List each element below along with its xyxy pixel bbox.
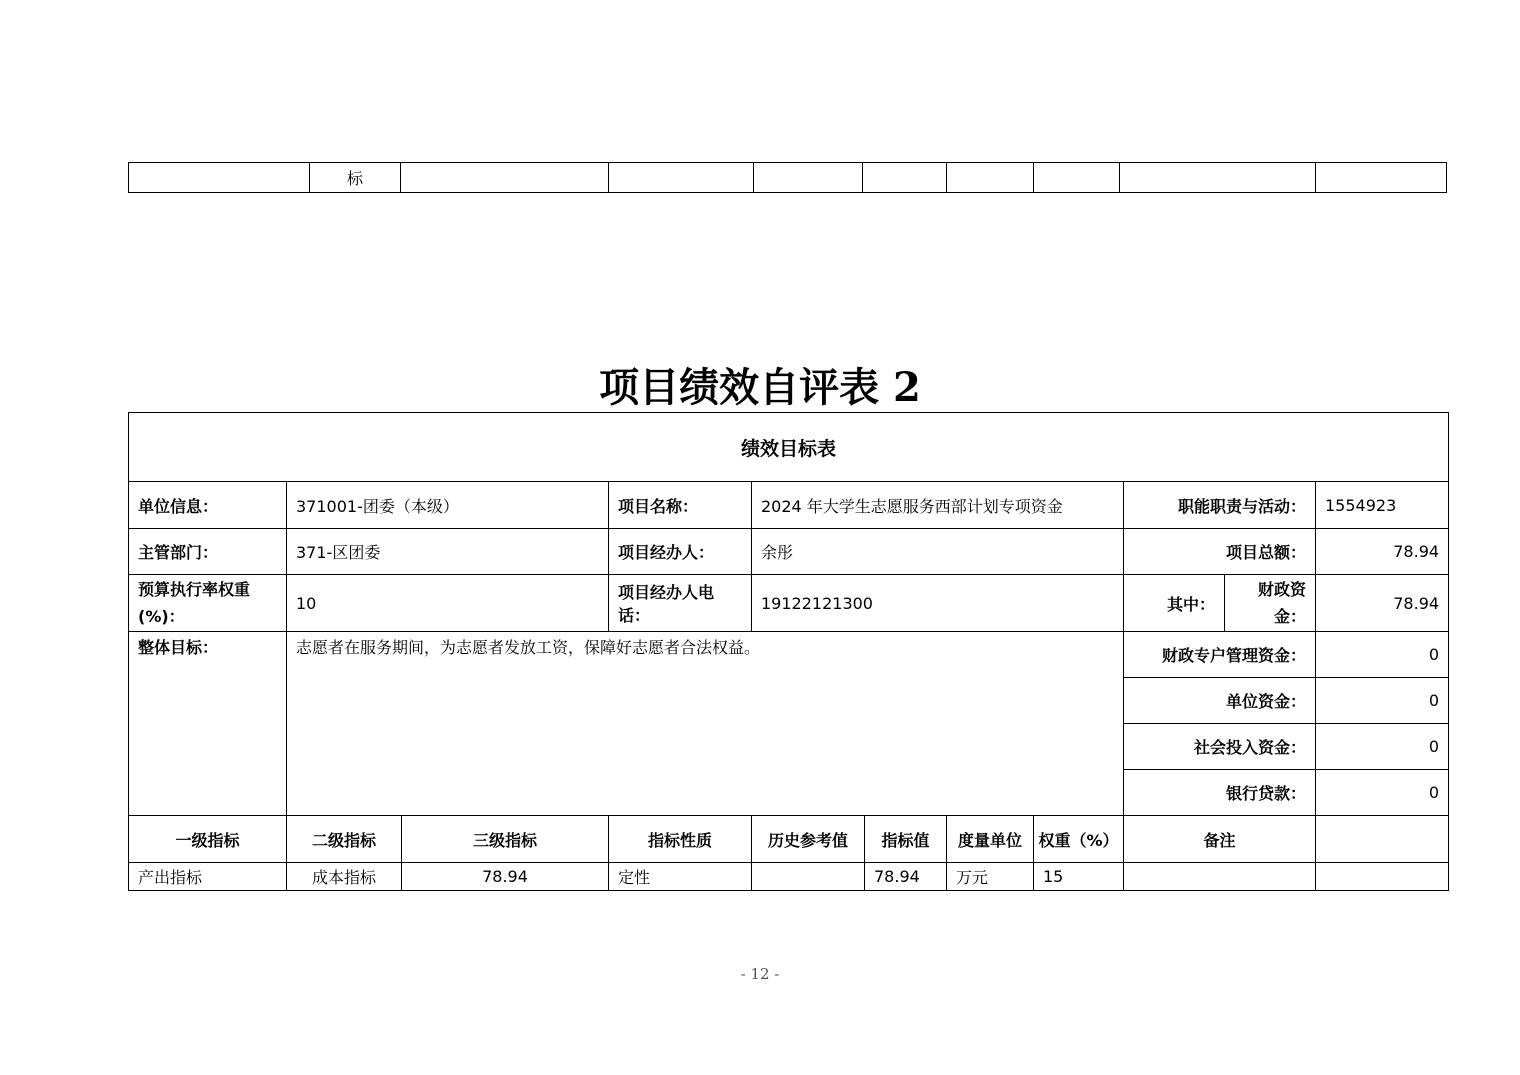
manager-label: 项目经办人： (609, 529, 752, 575)
column-header: 度量单位 (947, 816, 1034, 863)
column-header: 指标性质 (609, 816, 752, 863)
total-label: 项目总额： (1124, 529, 1316, 575)
table-header: 绩效目标表 (129, 413, 1449, 482)
fragment-row (129, 163, 1447, 193)
cell: 成本指标 (287, 863, 402, 891)
cell: 78.94 (865, 863, 947, 891)
total-value: 78.94 (1316, 529, 1449, 575)
project-name-value: 2024 年大学生志愿服务西部计划专项资金 (752, 482, 1124, 529)
column-header: 权重（%） (1034, 816, 1124, 863)
column-header: 一级指标 (129, 816, 287, 863)
social-label: 社会投入资金： (1124, 724, 1316, 770)
budget-weight-value: 10 (287, 575, 609, 632)
cell: 产出指标 (129, 863, 287, 891)
loan-label: 银行贷款： (1124, 770, 1316, 816)
among-label: 其中： (1124, 575, 1225, 632)
cell (1316, 163, 1447, 193)
column-header: 二级指标 (287, 816, 402, 863)
cell (1316, 816, 1449, 863)
cell (1316, 863, 1449, 891)
special-label: 财政专户管理资金： (1124, 632, 1316, 678)
duty-value: 1554923 (1316, 482, 1449, 529)
duty-label: 职能职责与活动： (1124, 482, 1316, 529)
goal-value: 志愿者在服务期间，为志愿者发放工资，保障好志愿者合法权益。 (287, 632, 1124, 816)
manager-value: 余彤 (752, 529, 1124, 575)
unit-fund-value: 0 (1316, 678, 1449, 724)
cell: 万元 (947, 863, 1034, 891)
unit-value: 371001-团委（本级） (287, 482, 609, 529)
column-header-row (129, 816, 1449, 863)
fiscal-value: 78.94 (1316, 575, 1449, 632)
project-name-label: 项目名称： (609, 482, 752, 529)
special-value: 0 (1316, 632, 1449, 678)
unit-fund-label: 单位资金： (1124, 678, 1316, 724)
cell: 定性 (609, 863, 752, 891)
cell: 15 (1034, 863, 1124, 891)
goal-label: 整体目标： (129, 632, 287, 816)
cell (1120, 163, 1316, 193)
budget-weight-label: 预算执行率权重(%)： (129, 575, 287, 632)
performance-table (128, 412, 1449, 891)
social-value: 0 (1316, 724, 1449, 770)
fragment-table (128, 162, 1447, 193)
column-header: 历史参考值 (752, 816, 865, 863)
phone-label: 项目经办人电话： (609, 575, 752, 632)
cell (752, 863, 865, 891)
dept-label: 主管部门： (129, 529, 287, 575)
phone-value: 19122121300 (752, 575, 1124, 632)
column-header: 指标值 (865, 816, 947, 863)
column-header: 备注 (1124, 816, 1316, 863)
unit-label: 单位信息： (129, 482, 287, 529)
cell (1124, 863, 1316, 891)
dept-value: 371-区团委 (287, 529, 609, 575)
cell (947, 163, 1034, 193)
cell (609, 163, 754, 193)
cell (129, 163, 310, 193)
cell: 标 (310, 163, 401, 193)
page-number: - 12 - (740, 965, 780, 983)
table-row (129, 863, 1449, 891)
cell (1034, 163, 1120, 193)
cell (863, 163, 947, 193)
column-header: 三级指标 (402, 816, 609, 863)
loan-value: 0 (1316, 770, 1449, 816)
fiscal-label: 财政资金： (1225, 575, 1316, 632)
cell (401, 163, 609, 193)
cell: 78.94 (402, 863, 609, 891)
cell (754, 163, 863, 193)
page-title: 项目绩效自评表 2 (599, 364, 921, 411)
